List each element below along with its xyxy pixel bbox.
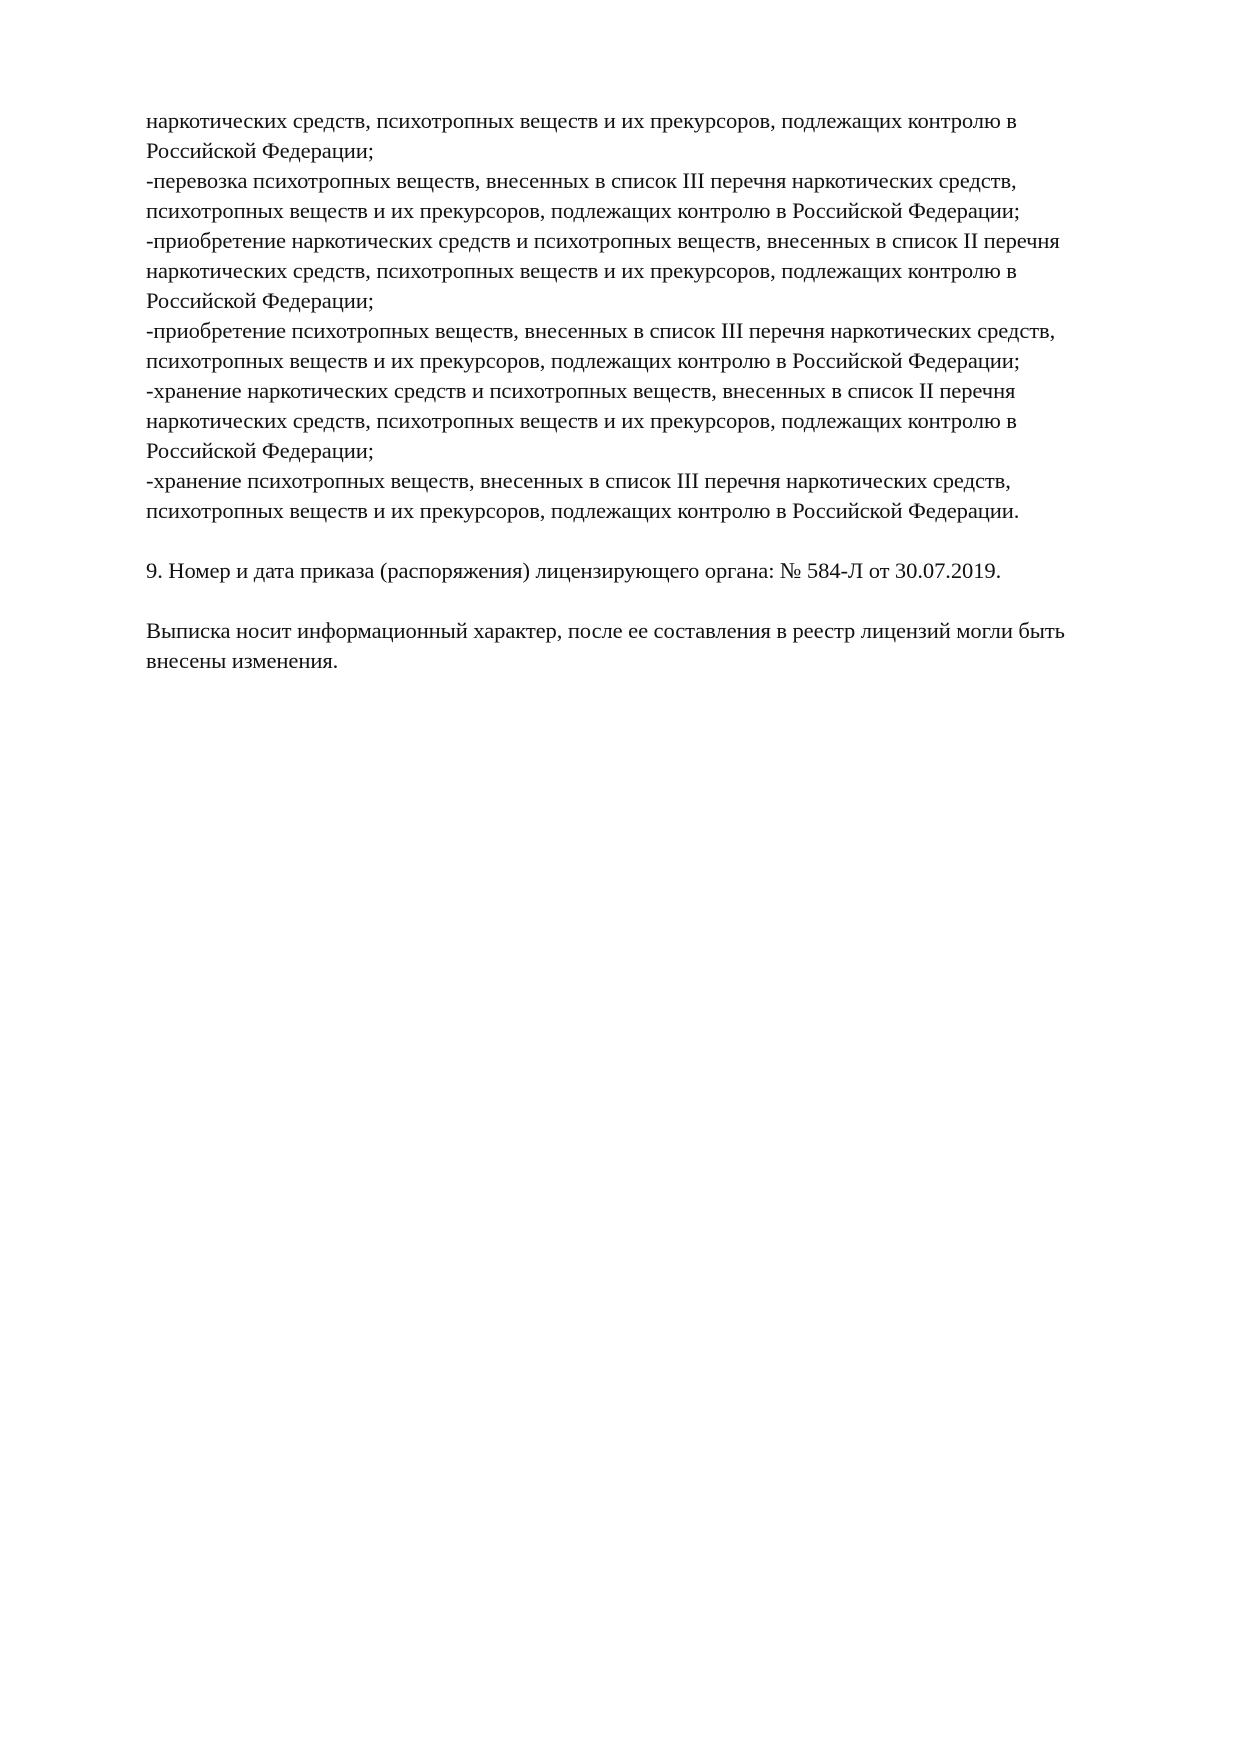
- activity-text-line: Российской Федерации;: [146, 438, 374, 463]
- document-body: [146, 106, 1176, 676]
- disclaimer-paragraph: [146, 616, 1176, 676]
- activity-text-line: -перевозка психотропных веществ, внесенных в список III перечня наркотических средств,: [146, 168, 1017, 193]
- activity-text-line: психотропных веществ и их прекурсоров, подлежащих контролю в Российской Федерации.: [146, 498, 1020, 523]
- order-number-date-line: 9. Номер и дата приказа (распоряжения) лицензирующего органа: № 584-Л от 30.07.2019.: [146, 558, 1002, 583]
- activity-text-line: наркотических средств, психотропных веществ и их прекурсоров, подлежащих контролю в: [146, 108, 1017, 133]
- activity-text-line: психотропных веществ и их прекурсоров, подлежащих контролю в Российской Федерации;: [146, 198, 1020, 223]
- paragraph-spacer: [146, 526, 1176, 556]
- disclaimer-text-line: Выписка носит информационный характер, после ее составления в реестр лицензий могли быть: [146, 618, 1065, 643]
- activity-text-line: -приобретение наркотических средств и психотропных веществ, внесенных в список II перечня: [146, 228, 1060, 253]
- activity-text-line: -хранение психотропных веществ, внесенных в список III перечня наркотических средств,: [146, 468, 1011, 493]
- activity-text-line: наркотических средств, психотропных веществ и их прекурсоров, подлежащих контролю в: [146, 408, 1017, 433]
- activity-text-line: Российской Федерации;: [146, 288, 374, 313]
- activity-text-line: Российской Федерации;: [146, 138, 374, 163]
- activity-text-line: -приобретение психотропных веществ, внесенных в список III перечня наркотических средств,: [146, 318, 1056, 343]
- licensed-activities-list: [146, 106, 1176, 526]
- paragraph-spacer: [146, 586, 1176, 616]
- activity-text-line: психотропных веществ и их прекурсоров, подлежащих контролю в Российской Федерации;: [146, 348, 1020, 373]
- disclaimer-text-line: внесены изменения.: [146, 648, 339, 673]
- activity-text-line: -хранение наркотических средств и психотропных веществ, внесенных в список II перечня: [146, 378, 1016, 403]
- activity-text-line: наркотических средств, психотропных веществ и их прекурсоров, подлежащих контролю в: [146, 258, 1017, 283]
